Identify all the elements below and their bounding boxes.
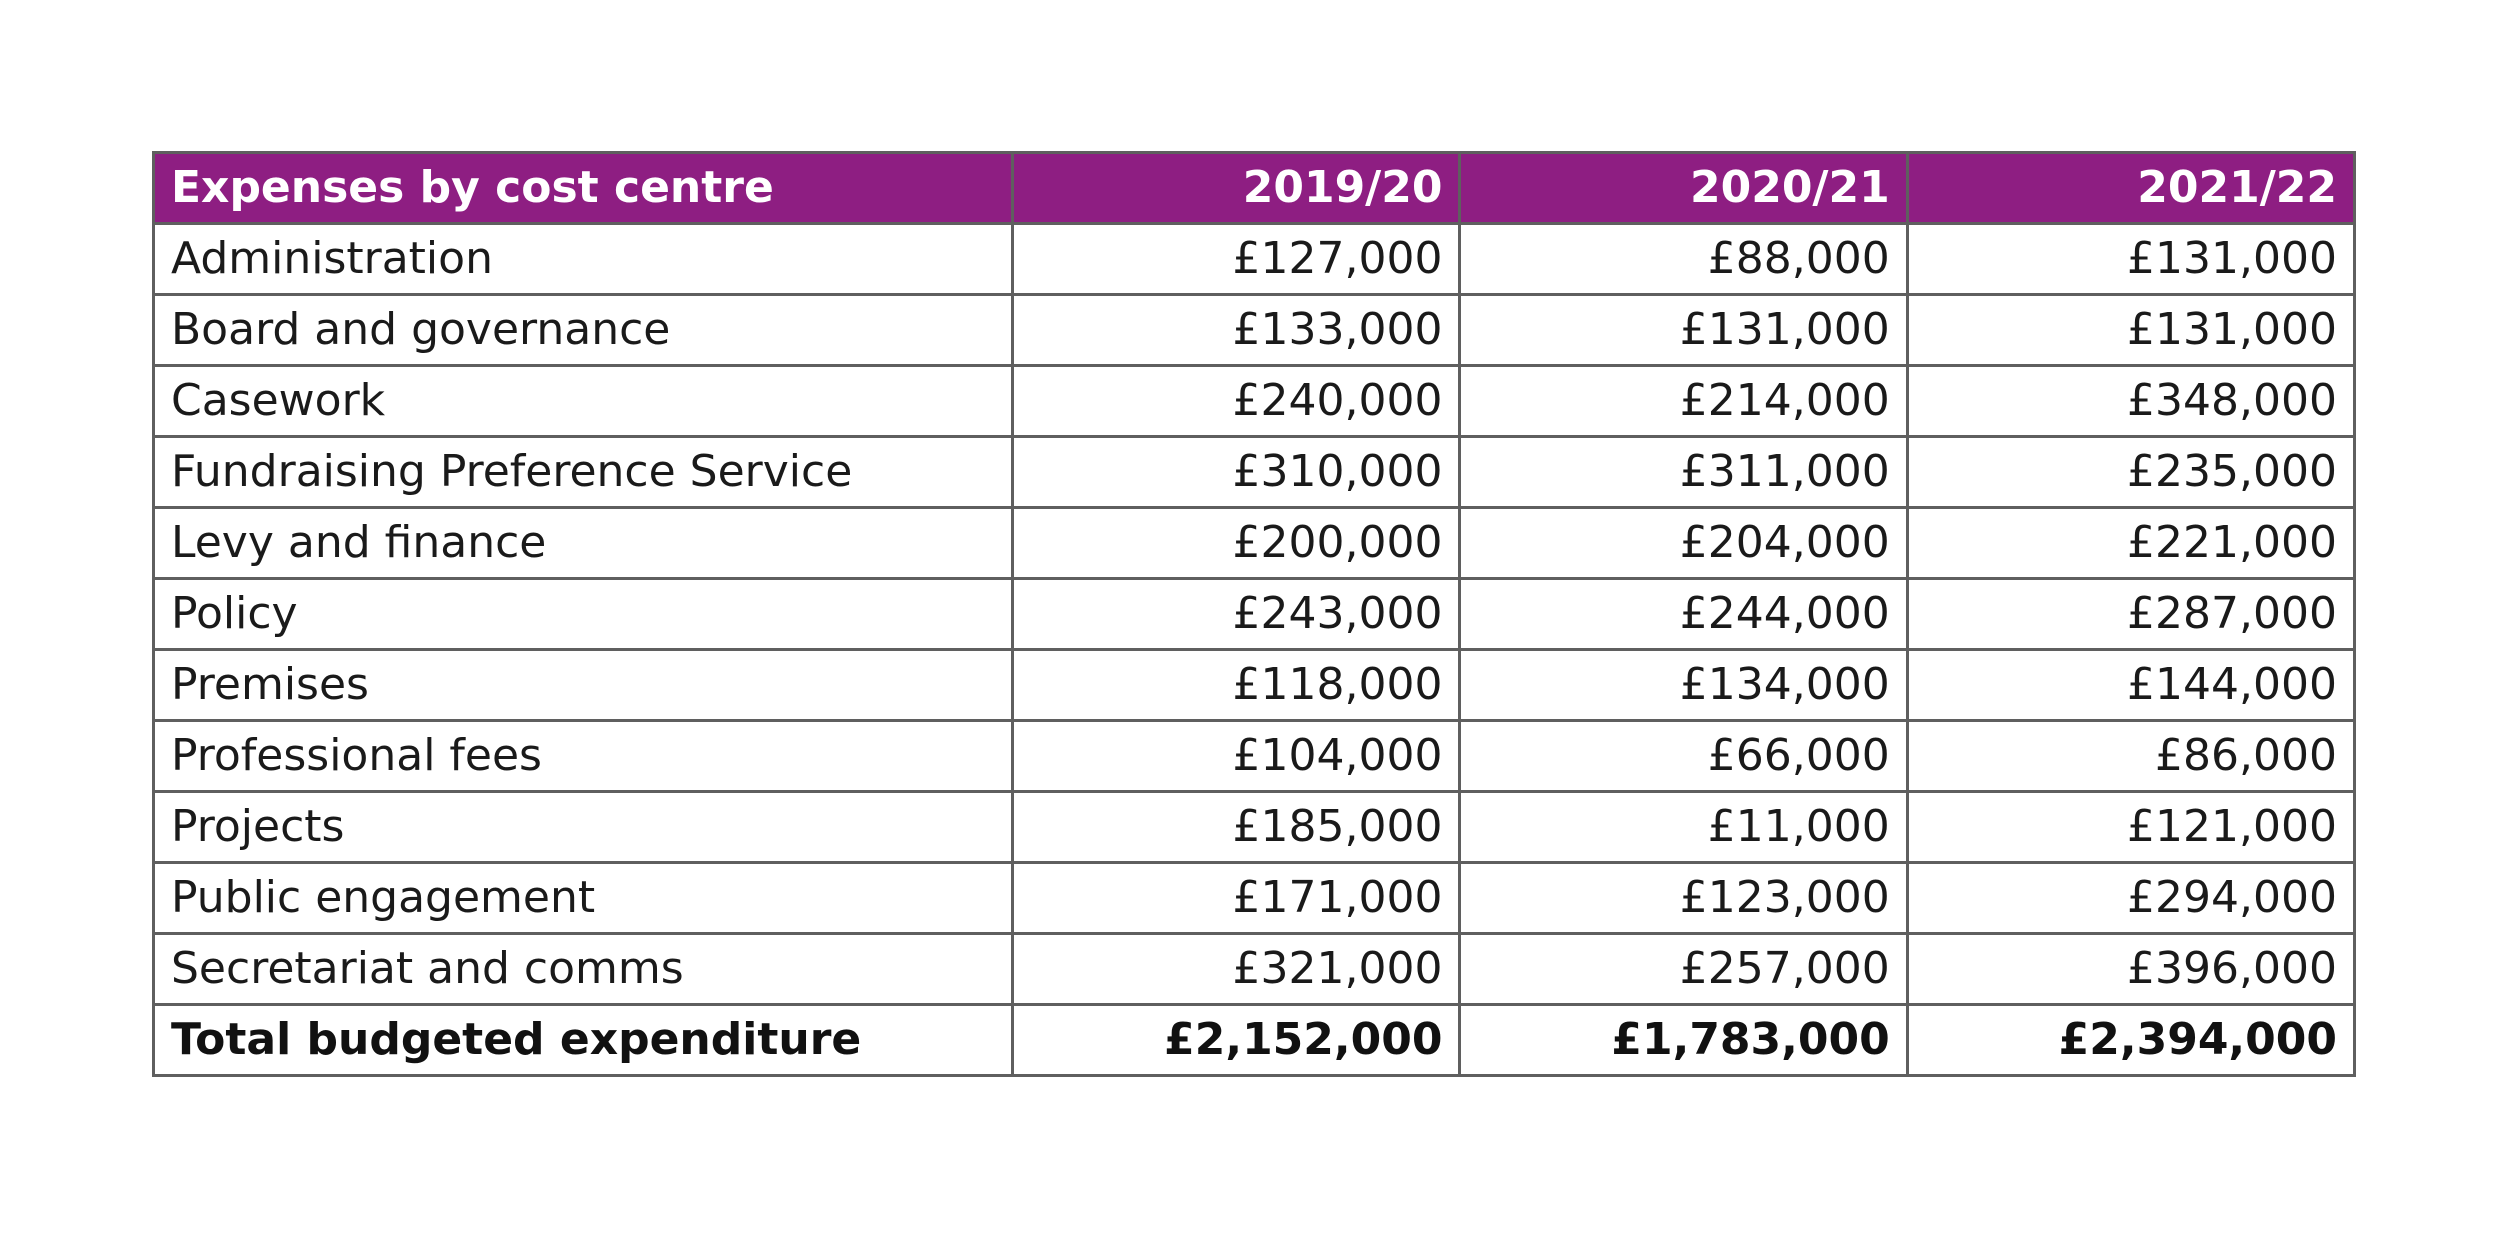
- cell-cost-centre: Fundraising Preference Service: [154, 437, 1013, 508]
- header-2019-20: 2019/20: [1013, 153, 1460, 224]
- header-2020-21: 2020/21: [1460, 153, 1907, 224]
- cell-cost-centre: Administration: [154, 224, 1013, 295]
- cell-2019-20: £310,000: [1013, 437, 1460, 508]
- cell-cost-centre: Policy: [154, 579, 1013, 650]
- cell-2019-20: £118,000: [1013, 650, 1460, 721]
- table-row: [154, 863, 2355, 934]
- cell-cost-centre: Professional fees: [154, 721, 1013, 792]
- total-2021-22: £2,394,000: [1907, 1005, 2354, 1076]
- cell-2021-22: £131,000: [1907, 295, 2354, 366]
- cell-2019-20: £243,000: [1013, 579, 1460, 650]
- cell-cost-centre: Projects: [154, 792, 1013, 863]
- cell-2019-20: £133,000: [1013, 295, 1460, 366]
- header-cost-centre: Expenses by cost centre: [154, 153, 1013, 224]
- cell-cost-centre: Public engagement: [154, 863, 1013, 934]
- header-row: [154, 153, 2355, 224]
- cell-cost-centre: Levy and finance: [154, 508, 1013, 579]
- cell-cost-centre: Casework: [154, 366, 1013, 437]
- table-row: [154, 437, 2355, 508]
- total-2020-21: £1,783,000: [1460, 1005, 1907, 1076]
- cell-2021-22: £221,000: [1907, 508, 2354, 579]
- cell-2019-20: £200,000: [1013, 508, 1460, 579]
- cell-2019-20: £240,000: [1013, 366, 1460, 437]
- cell-2021-22: £86,000: [1907, 721, 2354, 792]
- cell-2021-22: £144,000: [1907, 650, 2354, 721]
- cell-2021-22: £121,000: [1907, 792, 2354, 863]
- total-row: [154, 1005, 2355, 1076]
- table-row: [154, 934, 2355, 1005]
- table-row: [154, 366, 2355, 437]
- cell-2021-22: £294,000: [1907, 863, 2354, 934]
- total-2019-20: £2,152,000: [1013, 1005, 1460, 1076]
- cell-2020-21: £214,000: [1460, 366, 1907, 437]
- table-row: [154, 792, 2355, 863]
- table-row: [154, 295, 2355, 366]
- cell-2021-22: £348,000: [1907, 366, 2354, 437]
- cell-2019-20: £104,000: [1013, 721, 1460, 792]
- cell-2019-20: £127,000: [1013, 224, 1460, 295]
- cell-2021-22: £131,000: [1907, 224, 2354, 295]
- cell-2019-20: £185,000: [1013, 792, 1460, 863]
- table-row: [154, 650, 2355, 721]
- cell-2021-22: £287,000: [1907, 579, 2354, 650]
- cell-cost-centre: Premises: [154, 650, 1013, 721]
- cell-2020-21: £311,000: [1460, 437, 1907, 508]
- table-body: [154, 224, 2355, 1076]
- table-row: [154, 224, 2355, 295]
- cell-2020-21: £123,000: [1460, 863, 1907, 934]
- cell-2020-21: £204,000: [1460, 508, 1907, 579]
- table-row: [154, 579, 2355, 650]
- table-row: [154, 721, 2355, 792]
- header-2021-22: 2021/22: [1907, 153, 2354, 224]
- cell-2021-22: £235,000: [1907, 437, 2354, 508]
- expenses-table: [152, 151, 2356, 1077]
- cell-2020-21: £244,000: [1460, 579, 1907, 650]
- cell-2020-21: £257,000: [1460, 934, 1907, 1005]
- total-cost-centre: Total budgeted expenditure: [154, 1005, 1013, 1076]
- cell-2020-21: £131,000: [1460, 295, 1907, 366]
- cell-2019-20: £171,000: [1013, 863, 1460, 934]
- table-row: [154, 508, 2355, 579]
- cell-2021-22: £396,000: [1907, 934, 2354, 1005]
- cell-cost-centre: Secretariat and comms: [154, 934, 1013, 1005]
- cell-2020-21: £66,000: [1460, 721, 1907, 792]
- cell-2019-20: £321,000: [1013, 934, 1460, 1005]
- cell-2020-21: £134,000: [1460, 650, 1907, 721]
- cell-cost-centre: Board and governance: [154, 295, 1013, 366]
- cell-2020-21: £11,000: [1460, 792, 1907, 863]
- cell-2020-21: £88,000: [1460, 224, 1907, 295]
